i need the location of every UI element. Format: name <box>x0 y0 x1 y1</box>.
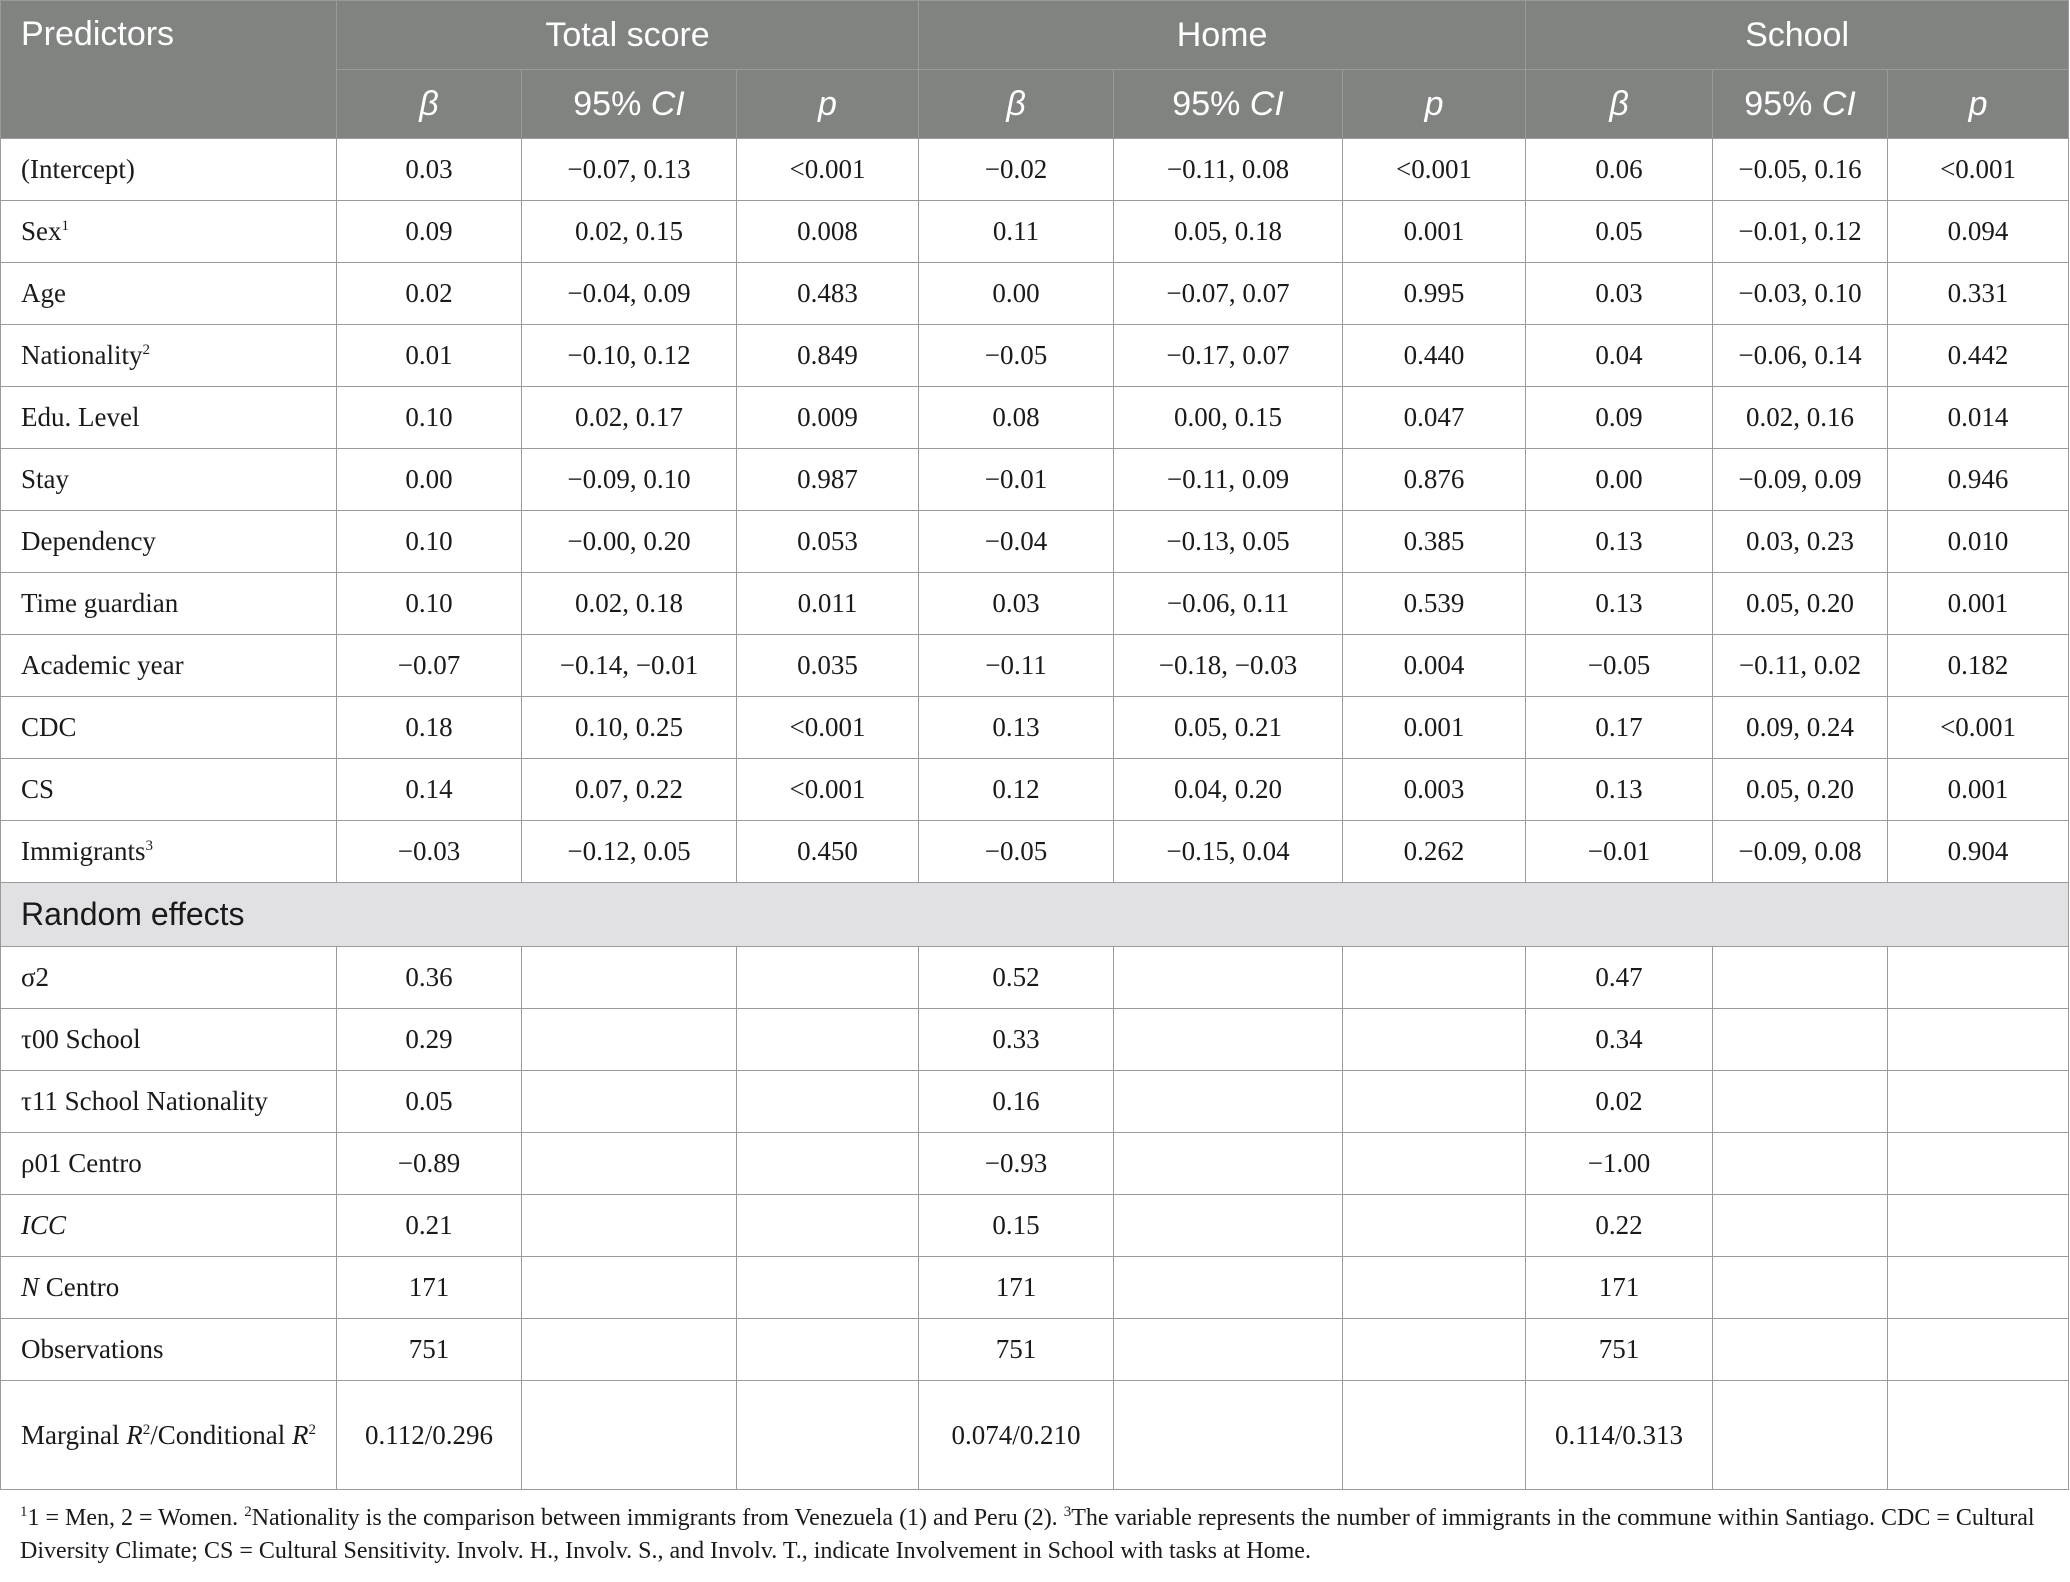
table-row <box>1 201 2069 263</box>
empty-cell <box>1114 1009 1343 1071</box>
value-cell: 0.987 <box>737 449 919 511</box>
predictor-cell <box>1 449 337 511</box>
empty-cell <box>1713 1319 1888 1381</box>
predictor-cell <box>1 139 337 201</box>
empty-cell <box>522 947 737 1009</box>
value-cell: 0.09 <box>1526 387 1713 449</box>
predictor-label: Sex <box>21 216 62 246</box>
table-row <box>1 139 2069 201</box>
value-cell: −0.01 <box>919 449 1114 511</box>
value-cell: −0.05 <box>919 325 1114 387</box>
school-header: School <box>1526 1 2069 70</box>
ci-header <box>1713 70 1888 139</box>
footnote-marker: 1 <box>61 218 69 234</box>
predictor-label: Dependency <box>21 526 156 556</box>
empty-cell <box>737 1071 919 1133</box>
value-cell: 0.08 <box>919 387 1114 449</box>
value-cell: 0.03, 0.23 <box>1713 511 1888 573</box>
empty-cell <box>737 1381 919 1490</box>
value-cell: −0.03 <box>337 821 522 883</box>
value-cell: 0.29 <box>337 1009 522 1071</box>
empty-cell <box>522 1009 737 1071</box>
table-row <box>1 1133 2069 1195</box>
value-cell: 0.02, 0.17 <box>522 387 737 449</box>
value-cell: 0.442 <box>1888 325 2069 387</box>
value-cell: 0.22 <box>1526 1195 1713 1257</box>
value-cell: 0.00 <box>919 263 1114 325</box>
value-cell: 0.003 <box>1343 759 1526 821</box>
value-cell: 0.16 <box>919 1071 1114 1133</box>
footnote-marker: 2 <box>142 342 150 358</box>
beta-header: β <box>337 70 522 139</box>
value-cell: 751 <box>337 1319 522 1381</box>
empty-cell <box>1343 1319 1526 1381</box>
random-effect-label: ρ01 Centro <box>1 1133 337 1195</box>
value-cell: 0.03 <box>919 573 1114 635</box>
value-cell: 0.946 <box>1888 449 2069 511</box>
value-cell: −0.89 <box>337 1133 522 1195</box>
value-cell: 0.05, 0.18 <box>1114 201 1343 263</box>
value-cell: −0.10, 0.12 <box>522 325 737 387</box>
predictor-cell <box>1 511 337 573</box>
p-header: p <box>1343 70 1526 139</box>
value-cell: −0.06, 0.11 <box>1114 573 1343 635</box>
empty-cell <box>1888 947 2069 1009</box>
value-cell: 0.12 <box>919 759 1114 821</box>
value-cell: 0.00 <box>1526 449 1713 511</box>
p-header: p <box>737 70 919 139</box>
r2-label <box>1 1381 337 1490</box>
value-cell: 0.014 <box>1888 387 2069 449</box>
predictor-cell <box>1 263 337 325</box>
footnote-marker: 1 <box>20 1504 28 1520</box>
table-footnote <box>0 1490 2070 1568</box>
value-cell: <0.001 <box>1888 697 2069 759</box>
value-cell: 0.385 <box>1343 511 1526 573</box>
table-row <box>1 947 2069 1009</box>
value-cell: 0.001 <box>1343 201 1526 263</box>
random-effect-label: ICC <box>1 1195 337 1257</box>
empty-cell <box>1713 1071 1888 1133</box>
value-cell: −0.05, 0.16 <box>1713 139 1888 201</box>
value-cell: 0.262 <box>1343 821 1526 883</box>
empty-cell <box>1888 1009 2069 1071</box>
value-cell: 0.047 <box>1343 387 1526 449</box>
empty-cell <box>1343 1071 1526 1133</box>
value-cell: 0.33 <box>919 1009 1114 1071</box>
empty-cell <box>737 1009 919 1071</box>
fixed-effects-body <box>1 139 2069 883</box>
value-cell: 0.13 <box>1526 511 1713 573</box>
value-cell: 0.02, 0.15 <box>522 201 737 263</box>
random-effect-label: τ00 School <box>1 1009 337 1071</box>
ci-header <box>522 70 737 139</box>
random-effect-label: σ2 <box>1 947 337 1009</box>
empty-cell <box>1343 1257 1526 1319</box>
value-cell: −0.04 <box>919 511 1114 573</box>
value-cell: 171 <box>1526 1257 1713 1319</box>
r2-label-part: /Conditional <box>150 1420 292 1450</box>
r2-total: 0.112/0.296 <box>337 1381 522 1490</box>
value-cell: 0.904 <box>1888 821 2069 883</box>
predictors-header: Predictors <box>1 1 337 139</box>
value-cell: −0.07 <box>337 635 522 697</box>
footnote-text: 1 = Men, 2 = Women. <box>27 1505 245 1531</box>
value-cell: 0.02 <box>1526 1071 1713 1133</box>
footnote-text: Nationality is the comparison between immigrants from Venezuela (1) and Peru (2). <box>251 1505 1064 1531</box>
empty-cell <box>1114 1195 1343 1257</box>
r2-row <box>1 1381 2069 1490</box>
empty-cell <box>1343 1195 1526 1257</box>
value-cell: 0.52 <box>919 947 1114 1009</box>
value-cell: 0.010 <box>1888 511 2069 573</box>
table-row <box>1 325 2069 387</box>
value-cell: 0.001 <box>1888 759 2069 821</box>
value-cell: 0.10 <box>337 387 522 449</box>
value-cell: 0.008 <box>737 201 919 263</box>
empty-cell <box>1343 1009 1526 1071</box>
value-cell: −0.14, −0.01 <box>522 635 737 697</box>
r2-home: 0.074/0.210 <box>919 1381 1114 1490</box>
value-cell: 0.07, 0.22 <box>522 759 737 821</box>
value-cell: 0.483 <box>737 263 919 325</box>
value-cell: 0.05, 0.20 <box>1713 759 1888 821</box>
value-cell: −0.12, 0.05 <box>522 821 737 883</box>
predictor-label: CDC <box>21 712 77 742</box>
value-cell: −0.09, 0.10 <box>522 449 737 511</box>
ci-suffix: CI <box>1249 84 1284 123</box>
value-cell: 0.05 <box>337 1071 522 1133</box>
predictor-label: Edu. Level <box>21 402 140 432</box>
value-cell: <0.001 <box>737 759 919 821</box>
empty-cell <box>1888 1071 2069 1133</box>
header-row-groups <box>1 1 2069 70</box>
value-cell: 0.21 <box>337 1195 522 1257</box>
ci-prefix: 95% <box>1744 84 1822 123</box>
value-cell: 0.05 <box>1526 201 1713 263</box>
value-cell: 0.06 <box>1526 139 1713 201</box>
value-cell: 0.01 <box>337 325 522 387</box>
empty-cell <box>737 1195 919 1257</box>
footnote-marker: 2 <box>244 1504 252 1520</box>
value-cell: 0.04, 0.20 <box>1114 759 1343 821</box>
ci-suffix: CI <box>650 84 685 123</box>
r2-label-sup: 2 <box>308 1422 316 1438</box>
value-cell: 0.10 <box>337 511 522 573</box>
value-cell: 0.05, 0.20 <box>1713 573 1888 635</box>
value-cell: 0.04 <box>1526 325 1713 387</box>
empty-cell <box>1343 1133 1526 1195</box>
predictor-cell <box>1 821 337 883</box>
predictor-label: (Intercept) <box>21 154 135 184</box>
random-effect-label: N Centro <box>1 1257 337 1319</box>
predictor-cell <box>1 325 337 387</box>
value-cell: −0.93 <box>919 1133 1114 1195</box>
predictor-label: Academic year <box>21 650 184 680</box>
empty-cell <box>737 1257 919 1319</box>
predictor-label: Nationality <box>21 340 143 370</box>
empty-cell <box>1713 1133 1888 1195</box>
total-score-header: Total score <box>337 1 919 70</box>
value-cell: 0.34 <box>1526 1009 1713 1071</box>
n-symbol: N <box>21 1272 40 1302</box>
value-cell: 171 <box>337 1257 522 1319</box>
value-cell: 0.13 <box>1526 573 1713 635</box>
table-row <box>1 1257 2069 1319</box>
value-cell: 751 <box>1526 1319 1713 1381</box>
predictor-cell <box>1 573 337 635</box>
value-cell: 0.18 <box>337 697 522 759</box>
value-cell: 0.14 <box>337 759 522 821</box>
value-cell: −0.11 <box>919 635 1114 697</box>
empty-cell <box>1888 1133 2069 1195</box>
table-row <box>1 387 2069 449</box>
empty-cell <box>522 1319 737 1381</box>
ci-prefix: 95% <box>573 84 651 123</box>
empty-cell <box>737 1319 919 1381</box>
empty-cell <box>1343 947 1526 1009</box>
p-header: p <box>1888 70 2069 139</box>
value-cell: 0.10, 0.25 <box>522 697 737 759</box>
random-effect-label: τ11 School Nationality <box>1 1071 337 1133</box>
ci-prefix: 95% <box>1172 84 1250 123</box>
empty-cell <box>1114 1133 1343 1195</box>
value-cell: 171 <box>919 1257 1114 1319</box>
value-cell: 0.001 <box>1343 697 1526 759</box>
value-cell: −0.11, 0.08 <box>1114 139 1343 201</box>
value-cell: 0.094 <box>1888 201 2069 263</box>
empty-cell <box>1888 1257 2069 1319</box>
empty-cell <box>1114 1071 1343 1133</box>
value-cell: 0.001 <box>1888 573 2069 635</box>
value-cell: −1.00 <box>1526 1133 1713 1195</box>
footnote-marker: 3 <box>145 838 153 854</box>
footnote-text: The variable represents the number of immigrants in the commune within Santiago. CDC = Cultural Diversity Climate; CS = Cultural Sensitivity. Involv. H., Involv. S., and Involv. T., indicate Involvement in School with tasks at Home. <box>20 1505 2035 1564</box>
value-cell: <0.001 <box>737 697 919 759</box>
predictor-cell <box>1 387 337 449</box>
value-cell: <0.001 <box>737 139 919 201</box>
table-row <box>1 1071 2069 1133</box>
value-cell: −0.01 <box>1526 821 1713 883</box>
table-row <box>1 263 2069 325</box>
value-cell: <0.001 <box>1343 139 1526 201</box>
empty-cell <box>522 1133 737 1195</box>
value-cell: 0.10 <box>337 573 522 635</box>
value-cell: 0.36 <box>337 947 522 1009</box>
empty-cell <box>1713 1381 1888 1490</box>
empty-cell <box>1114 1381 1343 1490</box>
value-cell: −0.15, 0.04 <box>1114 821 1343 883</box>
empty-cell <box>1888 1195 2069 1257</box>
value-cell: 0.09 <box>337 201 522 263</box>
table-row <box>1 1009 2069 1071</box>
value-cell: 0.15 <box>919 1195 1114 1257</box>
r2-label-sup: 2 <box>142 1422 151 1438</box>
value-cell: 0.004 <box>1343 635 1526 697</box>
predictor-label: Stay <box>21 464 70 494</box>
value-cell: −0.18, −0.03 <box>1114 635 1343 697</box>
value-cell: −0.07, 0.07 <box>1114 263 1343 325</box>
predictor-label: Age <box>21 278 66 308</box>
value-cell: 0.011 <box>737 573 919 635</box>
r2-label-r: R <box>291 1420 309 1450</box>
beta-header: β <box>1526 70 1713 139</box>
predictor-cell <box>1 697 337 759</box>
empty-cell <box>1713 1195 1888 1257</box>
value-cell: −0.13, 0.05 <box>1114 511 1343 573</box>
random-effects-section <box>1 883 2069 947</box>
value-cell: 0.849 <box>737 325 919 387</box>
empty-cell <box>522 1195 737 1257</box>
value-cell: −0.17, 0.07 <box>1114 325 1343 387</box>
value-cell: −0.09, 0.08 <box>1713 821 1888 883</box>
r2-label-r: R <box>126 1420 143 1450</box>
r2-label-part: Marginal <box>21 1420 127 1450</box>
table-row <box>1 1195 2069 1257</box>
value-cell: 0.09, 0.24 <box>1713 697 1888 759</box>
empty-cell <box>1114 947 1343 1009</box>
beta-header: β <box>919 70 1114 139</box>
table-row <box>1 511 2069 573</box>
value-cell: 0.450 <box>737 821 919 883</box>
value-cell: 0.05, 0.21 <box>1114 697 1343 759</box>
r2-section <box>1 1381 2069 1490</box>
value-cell: 0.00 <box>337 449 522 511</box>
value-cell: 0.995 <box>1343 263 1526 325</box>
value-cell: −0.03, 0.10 <box>1713 263 1888 325</box>
value-cell: 0.13 <box>1526 759 1713 821</box>
home-header: Home <box>919 1 1526 70</box>
value-cell: −0.11, 0.02 <box>1713 635 1888 697</box>
empty-cell <box>1114 1319 1343 1381</box>
value-cell: 0.02, 0.18 <box>522 573 737 635</box>
value-cell: −0.06, 0.14 <box>1713 325 1888 387</box>
value-cell: −0.05 <box>919 821 1114 883</box>
value-cell: 0.47 <box>1526 947 1713 1009</box>
value-cell: −0.01, 0.12 <box>1713 201 1888 263</box>
table-row <box>1 635 2069 697</box>
ci-header <box>1114 70 1343 139</box>
random-effects-heading: Random effects <box>1 883 2069 947</box>
predictor-cell <box>1 201 337 263</box>
value-cell: −0.00, 0.20 <box>522 511 737 573</box>
predictor-label: Immigrants <box>21 836 146 866</box>
footnote-marker: 3 <box>1063 1504 1072 1520</box>
value-cell: −0.07, 0.13 <box>522 139 737 201</box>
value-cell: 0.03 <box>337 139 522 201</box>
value-cell: 0.03 <box>1526 263 1713 325</box>
table-row <box>1 449 2069 511</box>
ci-suffix: CI <box>1821 84 1856 123</box>
value-cell: 0.17 <box>1526 697 1713 759</box>
predictor-cell <box>1 759 337 821</box>
value-cell: −0.09, 0.09 <box>1713 449 1888 511</box>
empty-cell <box>522 1071 737 1133</box>
value-cell: −0.04, 0.09 <box>522 263 737 325</box>
value-cell: 0.876 <box>1343 449 1526 511</box>
value-cell: 0.035 <box>737 635 919 697</box>
empty-cell <box>522 1381 737 1490</box>
value-cell: −0.11, 0.09 <box>1114 449 1343 511</box>
empty-cell <box>1114 1257 1343 1319</box>
value-cell: 0.02 <box>337 263 522 325</box>
value-cell: 0.02, 0.16 <box>1713 387 1888 449</box>
table-row <box>1 573 2069 635</box>
value-cell: 751 <box>919 1319 1114 1381</box>
empty-cell <box>737 947 919 1009</box>
value-cell: −0.02 <box>919 139 1114 201</box>
predictor-label: CS <box>21 774 55 804</box>
r2-school: 0.114/0.313 <box>1526 1381 1713 1490</box>
value-cell: 0.539 <box>1343 573 1526 635</box>
table-row <box>1 1319 2069 1381</box>
value-cell: 0.053 <box>737 511 919 573</box>
empty-cell <box>1343 1381 1526 1490</box>
value-cell: 0.440 <box>1343 325 1526 387</box>
empty-cell <box>522 1257 737 1319</box>
value-cell: 0.00, 0.15 <box>1114 387 1343 449</box>
empty-cell <box>1713 1009 1888 1071</box>
predictor-label: Time guardian <box>21 588 179 618</box>
table-row <box>1 759 2069 821</box>
empty-cell <box>1888 1319 2069 1381</box>
value-cell: 0.182 <box>1888 635 2069 697</box>
table-row <box>1 697 2069 759</box>
value-cell: 0.13 <box>919 697 1114 759</box>
value-cell: <0.001 <box>1888 139 2069 201</box>
value-cell: −0.05 <box>1526 635 1713 697</box>
random-effects-body <box>1 947 2069 1381</box>
value-cell: 0.009 <box>737 387 919 449</box>
empty-cell <box>1713 947 1888 1009</box>
empty-cell <box>737 1133 919 1195</box>
value-cell: 0.11 <box>919 201 1114 263</box>
empty-cell <box>1713 1257 1888 1319</box>
empty-cell <box>1888 1381 2069 1490</box>
value-cell: 0.331 <box>1888 263 2069 325</box>
table-row <box>1 821 2069 883</box>
predictor-cell <box>1 635 337 697</box>
random-effects-row <box>1 883 2069 947</box>
random-effect-label: Observations <box>1 1319 337 1381</box>
